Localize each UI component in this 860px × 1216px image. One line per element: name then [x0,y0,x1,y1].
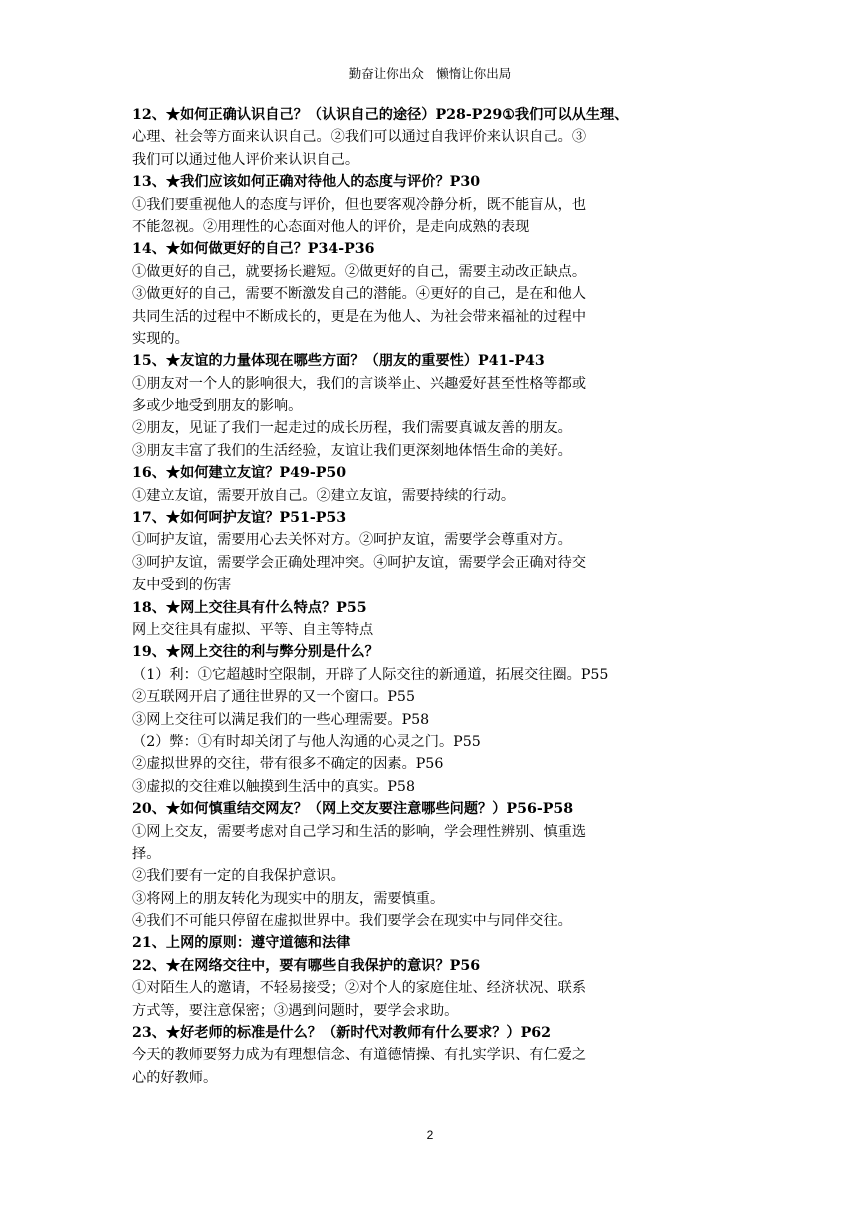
text-line: ②虚拟世界的交往，带有很多不确定的因素。P56 [132,756,444,773]
question-heading: 13、★我们应该如何正确对待他人的态度与评价？P30 [132,174,481,191]
page-header: 勤奋让你出众 懒惰让你出局 [348,66,512,81]
question-heading: 12、★如何正确认识自己？（认识自己的途径）P28-P29①我们可以从生理、 [132,107,629,123]
text-line: ④我们不可能只停留在虚拟世界中。我们要学会在现实中与同伴交往。 [132,913,572,930]
text-line: ③呵护友谊，需要学会正确处理冲突。④呵护友谊，需要学会正确对待交 [132,554,587,571]
text-line: ①网上交友，需要考虑对自己学习和生活的影响，学会理性辨别、慎重选 [132,823,587,840]
question-heading: 15、★友谊的力量体现在哪些方面？（朋友的重要性）P41-P43 [132,353,545,370]
question-heading: 17、★如何呵护友谊？P51-P53 [132,510,347,527]
question-heading: 19、★网上交往的利与弊分别是什么？ [132,644,379,661]
text-line: ②互联网开启了通往世界的又一个窗口。P55 [132,689,415,706]
text-line: ②我们要有一定的自我保护意识。 [132,868,345,885]
text-line: ①做更好的自己，就要扬长避短。②做更好的自己，需要主动改正缺点。 [132,263,587,280]
page-number: 2 [426,1128,434,1142]
text-line: （1）利：①它超越时空限制，开辟了人际交往的新通道，拓展交往圈。P55 [132,666,609,683]
text-line: 网上交往具有虚拟、平等、自主等特点 [132,621,374,638]
question-heading: 23、★好老师的标准是什么？（新时代对教师有什么要求？）P62 [132,1025,552,1042]
question-heading: 20、★如何慎重结交网友？（网上交友要注意哪些问题？）P56-P58 [132,801,574,818]
text-line: ②朋友，见证了我们一起走过的成长历程，我们需要真诚友善的朋友。 [132,420,572,437]
text-line: ①朋友对一个人的影响很大，我们的言谈举止、兴趣爱好甚至性格等都或 [132,375,587,392]
text-line: 共同生活的过程中不断成长的，更是在为他人、为社会带来福祉的过程中 [132,308,587,325]
text-line: ①我们要重视他人的态度与评价，但也要客观冷静分析，既不能盲从，也 [132,196,587,213]
text-line: 实现的。 [132,330,189,347]
text-line: 心理、社会等方面来认识自己。②我们可以通过自我评价来认识自己。③ [132,129,587,146]
text-line: 不能忽视。②用理性的心态面对他人的评价，是走向成熟的表现 [132,218,530,235]
text-line: ①建立友谊，需要开放自己。②建立友谊，需要持续的行动。 [132,487,516,504]
question-heading: 21、上网的原则：遵守道德和法律 [132,935,351,952]
text-line: ①对陌生人的邀请，不轻易接受；②对个人的家庭住址、经济状况、联系 [132,980,587,997]
text-line: （2）弊：①有时却关闭了与他人沟通的心灵之门。P55 [132,733,481,750]
text-line: ③网上交往可以满足我们的一些心理需要。P58 [132,711,430,728]
document-body [132,104,732,1089]
question-heading: 14、★如何做更好的自己？P34-P36 [132,241,375,258]
text-line: 方式等，要注意保密；③遇到问题时，要学会求助。 [132,1002,459,1019]
text-line: ③将网上的朋友转化为现实中的朋友，需要慎重。 [132,890,445,907]
text-line: ①呵护友谊，需要用心去关怀对方。②呵护友谊，需要学会尊重对方。 [132,532,572,549]
text-line: ③做更好的自己，需要不断激发自己的潜能。④更好的自己，是在和他人 [132,286,587,303]
question-heading: 18、★网上交往具有什么特点？P55 [132,599,367,616]
text-line: 择。 [132,845,161,862]
text-line: ③朋友丰富了我们的生活经验，友谊让我们更深刻地体悟生命的美好。 [132,442,572,459]
text-line: 多或少地受到朋友的影响。 [132,398,303,415]
text-line: 今天的教师要努力成为有理想信念、有道德情操、有扎实学识、有仁爱之 [132,1047,587,1064]
text-line: 友中受到的伤害 [132,577,232,594]
text-line: 心的好教师。 [132,1069,218,1086]
text-line: ③虚拟的交往难以触摸到生活中的真实。P58 [132,778,415,795]
question-heading: 22、★在网络交往中，要有哪些自我保护的意识？P56 [132,957,481,974]
text-line: 我们可以通过他人评价来认识自己。 [132,151,360,168]
question-heading: 16、★如何建立友谊？P49-P50 [132,465,347,482]
